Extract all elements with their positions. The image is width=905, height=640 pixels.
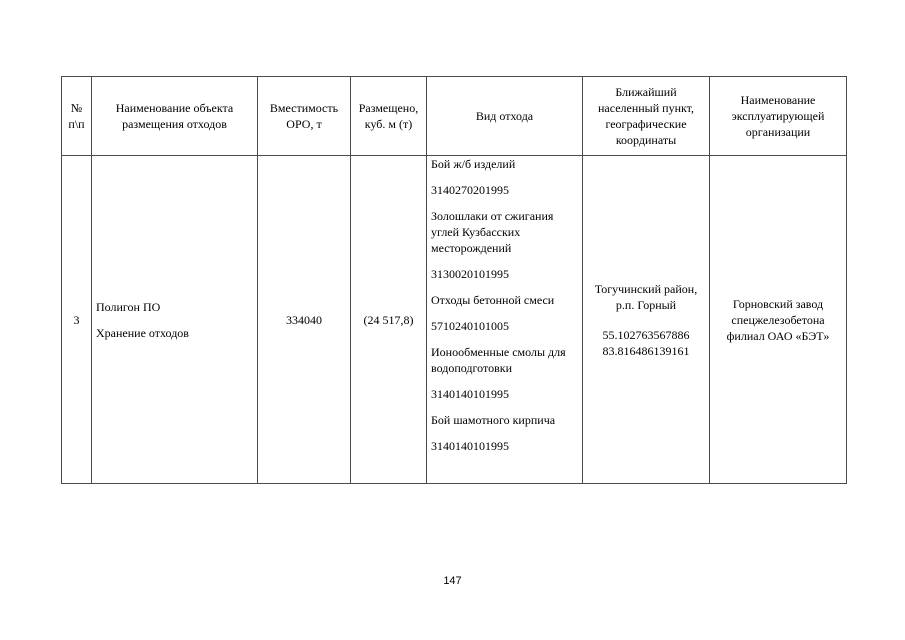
latitude: 55.102763567886 bbox=[602, 327, 690, 342]
waste-type-code: 3140140101995 bbox=[431, 439, 509, 453]
waste-type-name: Отходы бетонной смеси bbox=[431, 293, 555, 307]
organization-name: Горновский завод спецжелезобетона филиал ОАО «БЭТ» bbox=[710, 156, 847, 484]
waste-type-name: Золошлаки от сжигания углей Кузбасских месторождений bbox=[431, 209, 554, 255]
waste-facility-table bbox=[61, 76, 847, 484]
object-purpose: Хранение отходов bbox=[96, 325, 189, 340]
waste-type-code: 5710240101005 bbox=[431, 319, 509, 333]
header-object-name: Наименование объекта размещения отходов bbox=[92, 77, 258, 156]
waste-type-name: Бой ж/б изделий bbox=[431, 157, 516, 171]
table-row bbox=[62, 156, 847, 484]
header-placed: Размещено, куб. м (т) bbox=[351, 77, 427, 156]
waste-type-code: 3140140101995 bbox=[431, 387, 509, 401]
page-number: 147 bbox=[443, 575, 462, 587]
settlement-cell bbox=[583, 156, 710, 484]
header-organization: Наименование эксплуатирующей организации bbox=[710, 77, 847, 156]
longitude: 83.816486139161 bbox=[602, 343, 690, 358]
waste-type-code: 3140270201995 bbox=[431, 183, 509, 197]
waste-type-name: Ионообменные смолы для водоподготовки bbox=[431, 345, 566, 375]
object-cell bbox=[92, 156, 258, 484]
placed-value: (24 517,8) bbox=[351, 156, 427, 484]
waste-type-code: 3130020101995 bbox=[431, 267, 509, 281]
object-name: Полигон ПО bbox=[96, 299, 161, 314]
header-row bbox=[62, 77, 847, 156]
header-waste-type: Вид отхода bbox=[427, 77, 583, 156]
header-number: № п\п bbox=[62, 77, 92, 156]
waste-type-name: Бой шамотного кирпича bbox=[431, 413, 556, 427]
header-capacity: Вместимость ОРО, т bbox=[258, 77, 351, 156]
capacity-value: 334040 bbox=[258, 156, 351, 484]
waste-types-cell bbox=[427, 156, 583, 484]
settlement-name: Тогучинский район, р.п. Горный bbox=[594, 281, 698, 312]
header-settlement: Ближайший населенный пункт, географические координаты bbox=[583, 77, 710, 156]
row-number: 3 bbox=[62, 156, 92, 484]
